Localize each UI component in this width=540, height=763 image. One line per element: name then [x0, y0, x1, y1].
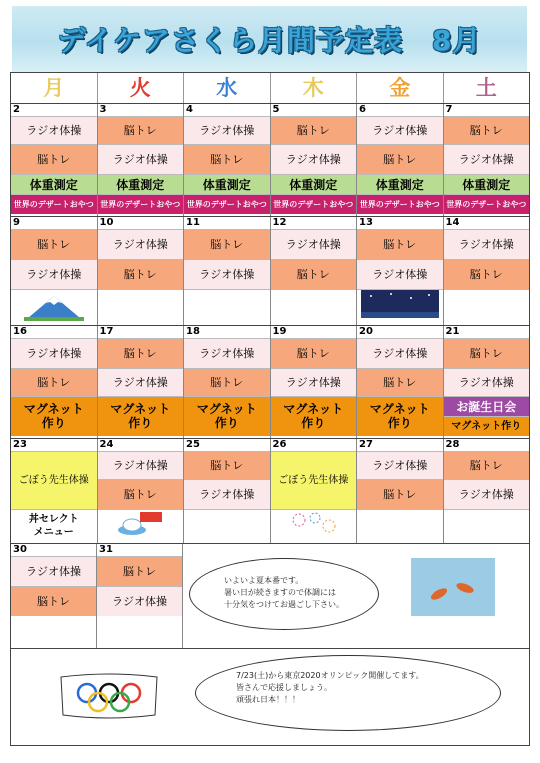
activity-radio: ラジオ体操 [11, 556, 96, 586]
day-cell [184, 104, 271, 216]
activity-brain: 脳トレ [11, 586, 96, 616]
week-5 [11, 544, 529, 649]
date-number: 31 [99, 544, 113, 555]
date-number: 7 [445, 104, 453, 115]
activity-radio: ラジオ体操 [444, 144, 530, 174]
activity-brain: 脳トレ [184, 144, 270, 174]
activity-brain: 脳トレ [357, 144, 443, 174]
day-cell [11, 544, 97, 648]
shaved-ice-picture [98, 509, 184, 541]
activity-radio: ラジオ体操 [444, 368, 530, 396]
date-number: 6 [359, 104, 366, 115]
week-4 [11, 439, 529, 544]
shaved-ice-icon [110, 510, 170, 538]
date-number: 3 [99, 104, 107, 115]
activity-brain: 脳トレ [97, 556, 182, 586]
koi-fish-icon [411, 558, 495, 616]
date-number: 4 [186, 104, 193, 115]
date-number: 28 [445, 439, 460, 450]
fireworks-picture [271, 509, 357, 541]
activity-magnet: マグネット 作り [11, 396, 97, 436]
activity-dessert: 世界のデザートおやつ [271, 194, 357, 214]
day-cell [184, 326, 271, 438]
activity-brain: 脳トレ [444, 451, 530, 479]
summer-note-line: 十分気をつけてお過ごし下さい。 [224, 600, 344, 609]
activity-radio: ラジオ体操 [271, 144, 357, 174]
activity-radio: ラジオ体操 [98, 229, 184, 259]
date-number: 19 [272, 326, 287, 337]
summer-note-line: いよいよ夏本番です。 [224, 576, 304, 585]
activity-weight: 体重測定 [184, 174, 270, 194]
date-number: 24 [99, 439, 114, 450]
activity-brain: 脳トレ [98, 259, 184, 289]
activity-weight: 体重測定 [98, 174, 184, 194]
olympics-row [11, 649, 529, 745]
day-cell [444, 439, 530, 543]
day-cell [98, 439, 185, 543]
page-header [12, 6, 527, 72]
day-cell [357, 217, 444, 325]
activity-radio: ラジオ体操 [184, 259, 270, 289]
date-number: 20 [359, 326, 373, 337]
notes-area [183, 544, 529, 648]
activity-brain: 脳トレ [98, 338, 184, 368]
activity-brain: 脳トレ [271, 338, 357, 368]
weekday-mon: 月 [11, 73, 98, 103]
olympics-note-line: 皆さんで応援しましょう。 [236, 683, 332, 692]
date-number: 12 [272, 217, 287, 228]
activity-radio: ラジオ体操 [98, 144, 184, 174]
week-1 [11, 104, 529, 217]
activity-brain: 脳トレ [357, 479, 443, 509]
activity-magnet: マグネット 作り [357, 396, 443, 436]
activity-radio: ラジオ体操 [184, 116, 270, 144]
day-cell [11, 104, 98, 216]
activity-radio: ラジオ体操 [271, 368, 357, 396]
date-number: 18 [186, 326, 200, 337]
activity-gobo: ごぼう先生体操 [271, 451, 357, 509]
date-number: 27 [359, 439, 373, 450]
date-number: 13 [359, 217, 373, 228]
day-cell [271, 217, 358, 325]
date-number: 30 [13, 544, 27, 555]
activity-brain: 脳トレ [184, 229, 270, 259]
activity-weight: 体重測定 [357, 174, 443, 194]
olympic-flag [59, 671, 159, 721]
date-number: 2 [13, 104, 20, 115]
weekday-tue: 火 [98, 73, 185, 103]
activity-brain: 脳トレ [444, 259, 530, 289]
activity-brain: 脳トレ [444, 116, 530, 144]
day-cell [357, 326, 444, 438]
olympics-note-line: 7/23(土)から東京2020オリンピック開催してます。 [236, 671, 424, 680]
summer-note-line: 暑い日が続きますので体調には [224, 588, 336, 597]
page-title: デイケアさくら月間予定表 8月 [57, 24, 482, 57]
weekday-thu: 木 [271, 73, 358, 103]
day-cell [98, 104, 185, 216]
activity-magnet: マグネット 作り [98, 396, 184, 436]
activity-gobo: ごぼう先生体操 [11, 451, 97, 509]
activity-birthday: お誕生日会 [444, 396, 530, 416]
activity-brain: 脳トレ [11, 229, 97, 259]
activity-radio: ラジオ体操 [11, 338, 97, 368]
activity-radio: ラジオ体操 [11, 259, 97, 289]
date-number: 25 [186, 439, 200, 450]
weekday-fri: 金 [357, 73, 444, 103]
koi-picture [411, 558, 495, 616]
date-number: 21 [445, 326, 460, 337]
activity-magnet: マグネット 作り [184, 396, 270, 436]
activity-dessert: 世界のデザートおやつ [11, 194, 97, 214]
day-cell [444, 104, 530, 216]
week-2 [11, 217, 529, 326]
night-sky-picture [357, 289, 443, 325]
date-number: 17 [99, 326, 114, 337]
activity-brain: 脳トレ [271, 116, 357, 144]
day-cell [11, 217, 98, 325]
activity-brain: 脳トレ [357, 229, 443, 259]
calendar-grid [10, 72, 530, 746]
weekday-wed: 水 [184, 73, 271, 103]
activity-weight: 体重測定 [444, 174, 530, 194]
activity-brain: 脳トレ [11, 368, 97, 396]
activity-radio: ラジオ体操 [444, 229, 530, 259]
activity-dessert: 世界のデザートおやつ [357, 194, 443, 214]
activity-magnet: マグネット作り [444, 416, 530, 436]
week-3 [11, 326, 529, 439]
day-cell [444, 217, 530, 325]
day-cell [271, 439, 358, 543]
activity-radio: ラジオ体操 [98, 368, 184, 396]
activity-radio: ラジオ体操 [357, 116, 443, 144]
activity-radio: ラジオ体操 [444, 479, 530, 509]
activity-radio: ラジオ体操 [357, 451, 443, 479]
day-cell [98, 217, 185, 325]
date-number: 10 [99, 217, 114, 228]
date-number: 11 [186, 217, 200, 228]
day-cell [444, 326, 530, 438]
activity-weight: 体重測定 [11, 174, 97, 194]
date-number: 9 [13, 217, 20, 228]
activity-brain: 脳トレ [184, 451, 270, 479]
day-cell [11, 326, 98, 438]
olympics-note-line: 頑張れ日本！！！ [236, 695, 300, 704]
date-number: 14 [445, 217, 460, 228]
activity-radio: ラジオ体操 [184, 338, 270, 368]
activity-brain: 脳トレ [98, 116, 184, 144]
date-number: 16 [13, 326, 27, 337]
olympic-rings-icon [59, 671, 159, 721]
day-cell [357, 104, 444, 216]
activity-radio: ラジオ体操 [11, 116, 97, 144]
starry-night-icon [361, 290, 439, 318]
day-cell [97, 544, 183, 648]
day-cell [271, 104, 358, 216]
activity-brain: 脳トレ [271, 259, 357, 289]
fireworks-icon [283, 510, 343, 536]
activity-brain: 脳トレ [98, 479, 184, 509]
mount-fuji-icon [24, 290, 84, 322]
activity-radio: ラジオ体操 [98, 451, 184, 479]
day-cell [11, 439, 98, 543]
activity-radio: ラジオ体操 [97, 586, 182, 616]
day-cell [271, 326, 358, 438]
day-cell [98, 326, 185, 438]
summer-note-bubble [189, 558, 379, 630]
activity-brain: 脳トレ [357, 368, 443, 396]
weekday-sat: 土 [475, 76, 497, 100]
activity-weight: 体重測定 [271, 174, 357, 194]
activity-magnet: マグネット 作り [271, 396, 357, 436]
mountain-picture [11, 289, 97, 325]
activity-brain: 脳トレ [11, 144, 97, 174]
activity-brain: 脳トレ [444, 338, 530, 368]
olympics-note-bubble [195, 655, 501, 731]
activity-radio: ラジオ体操 [357, 338, 443, 368]
date-number: 5 [272, 104, 280, 115]
date-number: 26 [272, 439, 287, 450]
activity-dessert: 世界のデザートおやつ [444, 194, 530, 214]
date-number: 23 [13, 439, 27, 450]
activity-brain: 脳トレ [184, 368, 270, 396]
day-cell [184, 439, 271, 543]
activity-dessert: 世界のデザートおやつ [98, 194, 184, 214]
activity-radio: ラジオ体操 [271, 229, 357, 259]
day-cell [184, 217, 271, 325]
activity-radio: ラジオ体操 [184, 479, 270, 509]
activity-dessert: 世界のデザートおやつ [184, 194, 270, 214]
day-cell [357, 439, 444, 543]
activity-don: 丼セレクト メニュー [11, 509, 97, 541]
weekday-header [11, 73, 529, 104]
activity-radio: ラジオ体操 [357, 259, 443, 289]
